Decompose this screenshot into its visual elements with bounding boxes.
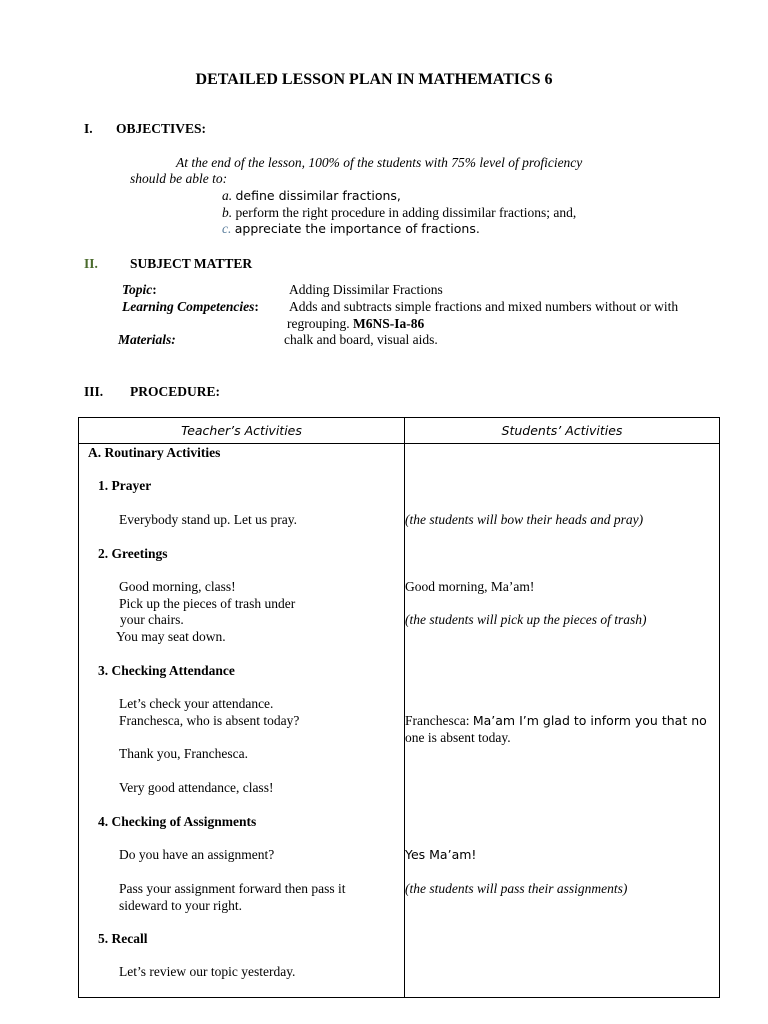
topic-label: Topic: <box>122 282 157 297</box>
attendance-heading: 3. Checking Attendance <box>98 663 235 678</box>
competencies-label: Learning Competencies: <box>122 299 259 314</box>
assignments-teacher-line2: Pass your assignment forward then pass it <box>119 881 346 896</box>
procedure-numeral: III. <box>84 384 104 399</box>
header-students-activities: Students’ Activities <box>501 423 623 438</box>
greetings-teacher-line4: You may seat down. <box>116 629 226 644</box>
topic-value: Adding Dissimilar Fractions <box>289 282 443 297</box>
assignments-heading: 4. Checking of Assignments <box>98 814 257 829</box>
materials-label: Materials: <box>118 332 176 347</box>
objectives-intro-line1: At the end of the lesson, 100% of the students with 75% level of proficiency <box>176 155 583 170</box>
attendance-teacher-line3: Thank you, Franchesca. <box>119 746 248 761</box>
page-title: DETAILED LESSON PLAN IN MATHEMATICS 6 <box>195 71 553 88</box>
greetings-teacher-line3: your chairs. <box>120 612 184 627</box>
assignments-student-line1: Yes Ma’am! <box>405 847 477 862</box>
objective-letter: c. <box>222 221 232 236</box>
recall-heading: 5. Recall <box>98 931 148 946</box>
objectives-numeral: I. <box>84 121 93 136</box>
objective-item-b <box>222 205 576 221</box>
objective-item-c <box>222 221 480 237</box>
attendance-teacher-line4: Very good attendance, class! <box>119 780 274 795</box>
section-a-heading: A. Routinary Activities <box>88 445 221 460</box>
attendance-teacher-line2: Franchesca, who is absent today? <box>119 713 300 728</box>
objective-item-a <box>222 188 401 204</box>
greetings-teacher-line1: Good morning, class! <box>119 579 236 594</box>
greetings-teacher-line2: Pick up the pieces of trash under <box>119 596 296 611</box>
competencies-line1: Adds and subtracts simple fractions and mixed numbers without or with <box>289 299 679 314</box>
recall-teacher-line1: Let’s review our topic yesterday. <box>119 964 296 979</box>
assignments-teacher-line1: Do you have an assignment? <box>119 847 275 862</box>
assignments-student-line2: (the students will pass their assignments) <box>405 881 628 896</box>
materials-value: chalk and board, visual aids. <box>284 332 438 347</box>
attendance-student-line2: one is absent today. <box>405 730 511 745</box>
subject-matter-heading: SUBJECT MATTER <box>130 256 253 271</box>
objective-text: define dissimilar fractions, <box>235 188 401 203</box>
subject-matter-numeral: II. <box>84 256 98 271</box>
prayer-heading: 1. Prayer <box>98 478 152 493</box>
greetings-student-line1: Good morning, Ma’am! <box>405 579 535 594</box>
objective-letter: b. <box>222 205 233 220</box>
objective-letter: a. <box>222 188 233 203</box>
competencies-line2: regrouping. M6NS-Ia-86 <box>287 316 425 331</box>
attendance-teacher-line1: Let’s check your attendance. <box>119 696 274 711</box>
objectives-intro-line2: should be able to: <box>130 171 228 186</box>
table-header-divider <box>79 443 719 444</box>
objectives-heading: OBJECTIVES: <box>116 121 207 136</box>
procedure-table <box>78 417 720 998</box>
competency-code: M6NS-Ia-86 <box>352 316 425 331</box>
header-teacher-activities: Teacher’s Activities <box>181 423 302 438</box>
objective-text: perform the right procedure in adding dissimilar fractions; and, <box>235 205 577 220</box>
objective-text: appreciate the importance of fractions. <box>234 221 480 236</box>
prayer-student-text: (the students will bow their heads and pray) <box>405 512 644 527</box>
greetings-heading: 2. Greetings <box>98 546 168 561</box>
attendance-student-line1: Franchesca: Ma’am I’m glad to inform you that no <box>405 713 707 728</box>
assignments-teacher-line3: sideward to your right. <box>119 898 242 913</box>
procedure-heading: PROCEDURE: <box>130 384 220 399</box>
greetings-student-line2: (the students will pick up the pieces of trash) <box>405 612 647 627</box>
prayer-teacher-text: Everybody stand up. Let us pray. <box>119 512 297 527</box>
table-column-divider <box>404 418 405 997</box>
